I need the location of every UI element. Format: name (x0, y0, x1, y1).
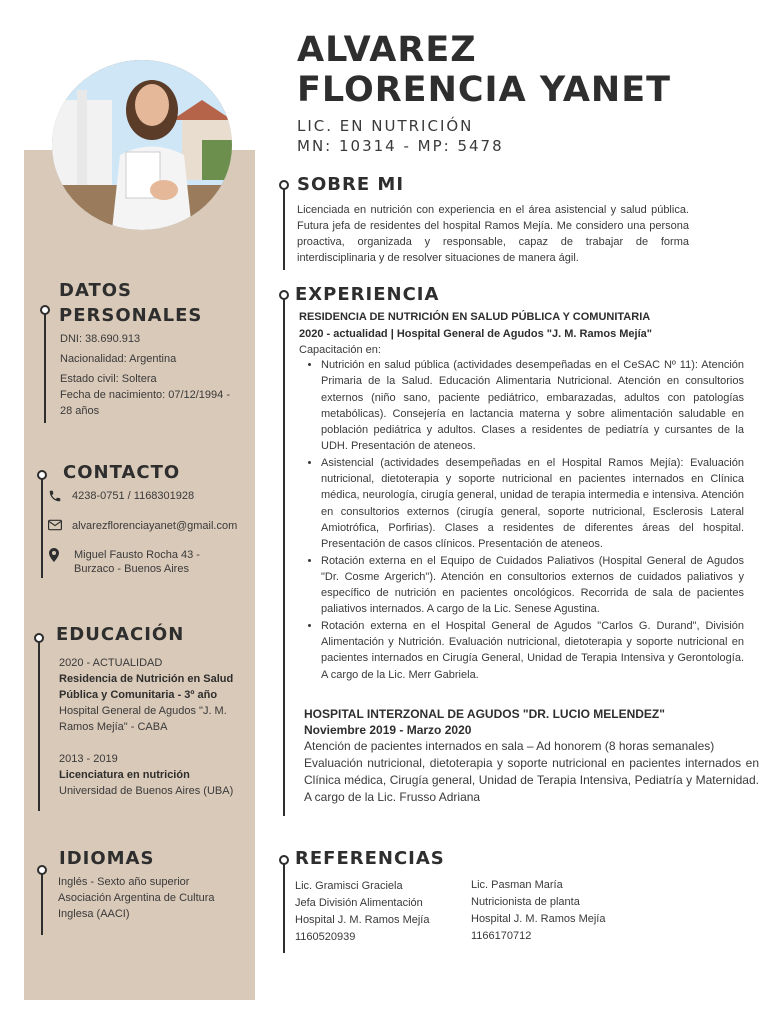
reference-name: Lic. Pasman María (471, 879, 563, 891)
reference-phone: 1160520939 (295, 931, 356, 943)
location-pin-icon (48, 548, 64, 562)
job-title: RESIDENCIA DE NUTRICIÓN EN SALUD PÚBLICA Y COMUNITARIA (299, 311, 651, 323)
birth-date: Fecha de nacimiento: 07/12/1994 - 28 años (60, 389, 231, 417)
section-title-references: REFERENCIAS (295, 848, 445, 869)
list-item: • Asistencial (actividades desempeñadas en el Hospital Ramos Mejía): Evaluación nutricional, dietoterapia y soporte nutricional en pacientes internados en Clínica médica, neurología, cirugía general, unidad de terapia intermedia e intensiva. Atención en consultorios externos (cirugía general, soporte nutricional, Esclerosis Lateral Amiotrófica, Porfirias). Clases a residentes de diferentes áreas del hospital. Presentación de casos clínicos. Presentación de ateneos. (321, 455, 744, 553)
reference-role: Nutricionista de planta (471, 896, 580, 908)
nationality: Nacionalidad: Argentina (60, 353, 177, 365)
personal-data (60, 331, 245, 419)
list-item: • Rotación externa en el Equipo de Cuidados Paliativos (Hospital General de Agudos "Dr. Cosme Argerich"). Atención en consultorios externos de cuidados paliativos y específico de nutrición en pacientes oncológicos. Recorrida de sala de pacientes paliativos internados. A cargo de la Lic. Senese Agustina. (321, 553, 744, 618)
job-title: HOSPITAL INTERZONAL DE AGUDOS "DR. LUCIO MELENDEZ" (304, 707, 665, 721)
reference-item (471, 877, 605, 945)
experience-job-melendez (304, 706, 759, 806)
job-description: Atención de pacientes internados en sala – Ad honorem (8 horas semanales) (304, 739, 715, 753)
education-date: 2013 - 2019 (59, 753, 118, 765)
candidate-name (297, 30, 757, 110)
phone-icon (48, 489, 64, 503)
dni: DNI: 38.690.913 (60, 333, 141, 345)
civil-status: Estado civil: Soltera (60, 373, 157, 385)
heading-line: DATOS (59, 280, 133, 301)
envelope-icon (48, 519, 64, 533)
phone-number[interactable]: 4238-0751 / 1168301928 (72, 490, 195, 502)
education-item (59, 655, 249, 735)
job-intro: Capacitación en: (299, 344, 381, 356)
job-subtitle: 2020 - actualidad | Hospital General de Agudos "J. M. Ramos Mejía" (299, 328, 652, 340)
education-item (59, 751, 249, 799)
email-link[interactable]: alvarezflorenciayanet@gmail.com (72, 520, 238, 532)
education-title: Residencia de Nutrición en Salud Pública y Comunitaria - 3º año (59, 673, 234, 701)
contact-address-row (48, 548, 238, 576)
timeline-references (283, 863, 285, 953)
contact-email-row (48, 519, 237, 533)
heading-line: PERSONALES (59, 305, 203, 326)
contact-phone-row (48, 489, 194, 503)
section-title-personal (59, 278, 202, 328)
degree-title: LIC. EN NUTRICIÓN (297, 117, 474, 135)
name-line-2: FLORENCIA YANET (297, 70, 672, 110)
professional-title (297, 116, 504, 156)
education-date: 2020 - ACTUALIDAD (59, 657, 163, 669)
reference-place: Hospital J. M. Ramos Mejía (295, 914, 430, 926)
about-text: Licenciada en nutrición con experiencia en el área asistencial y salud pública. Futura jefa de residentes del hospital Ramos Mejía. Me considero una persona proactiva, organizada y responsable, capaz de trabajar de forma interdisciplinaria y de resolver situaciones de manera ágil. (297, 204, 689, 264)
job-description: Evaluación nutricional, dietoterapia y soporte nutricional en pacientes internados en Clínica médica, Cirugía general, Unidad de Terapia Intensiva, Pediatría y Maternidad. A cargo de la Lic. Frusso Adriana (304, 756, 759, 804)
section-title-contact: CONTACTO (63, 462, 181, 483)
education-title: Licenciatura en nutrición (59, 769, 190, 781)
section-title-languages: IDIOMAS (59, 848, 155, 869)
reference-phone: 1166170712 (471, 930, 532, 942)
education-place: Hospital General de Agudos "J. M. Ramos Mejía" - CABA (59, 705, 227, 733)
education-place: Universidad de Buenos Aires (UBA) (59, 785, 234, 797)
name-line-1: ALVAREZ (297, 30, 477, 70)
job-bullet-list (299, 357, 744, 683)
job-date: Noviembre 2019 - Marzo 2020 (304, 723, 472, 737)
reference-role: Jefa División Alimentación (295, 897, 423, 909)
timeline-contact (41, 478, 43, 578)
section-title-about: SOBRE MI (297, 174, 405, 195)
timeline-experience (283, 298, 285, 816)
address-text: Miguel Fausto Rocha 43 - Burzaco - Buenos Aires (74, 549, 200, 575)
timeline-languages (41, 873, 43, 935)
section-title-experience: EXPERIENCIA (295, 284, 440, 305)
reference-place: Hospital J. M. Ramos Mejía (471, 913, 606, 925)
experience-job-residency (299, 309, 744, 683)
languages-text: Inglés - Sexto año superior Asociación Argentina de Cultura Inglesa (AACI) (58, 876, 215, 920)
reference-name: Lic. Gramisci Graciela (295, 880, 403, 892)
profile-photo (52, 60, 232, 230)
timeline-personal (44, 313, 46, 423)
timeline-education (38, 641, 40, 811)
license-number: MN: 10314 - MP: 5478 (297, 137, 504, 155)
timeline-about (283, 188, 285, 270)
list-item: • Nutrición en salud pública (actividades desempeñadas en el CeSAC Nº 11): Atención Primaria de la Salud. Educación Alimentaria Nutricional. Atención en consultorios externos (niño sano, paciente pediátrico, embarazadas, adultos con patologías metabólicas). Consejería en lactancia materna y sobre alimentación saludable en población pediátrica y adultos. Clases a residentes de pediatría y cursantes de la UDH. Presentación de ateneos. (321, 357, 744, 455)
section-title-education: EDUCACIÓN (56, 624, 185, 645)
reference-item (295, 878, 429, 946)
list-item: • Rotación externa en el Hospital General de Agudos "Carlos G. Durand", División Alimentación y Nutrición. Evaluación nutricional, dietoterapia y soporte nutricional en pacientes internados en Cirugía General, Unidad de Terapia Intensiva y Gerontología. A cargo de la Lic. Merr Gabriela. (321, 618, 744, 683)
